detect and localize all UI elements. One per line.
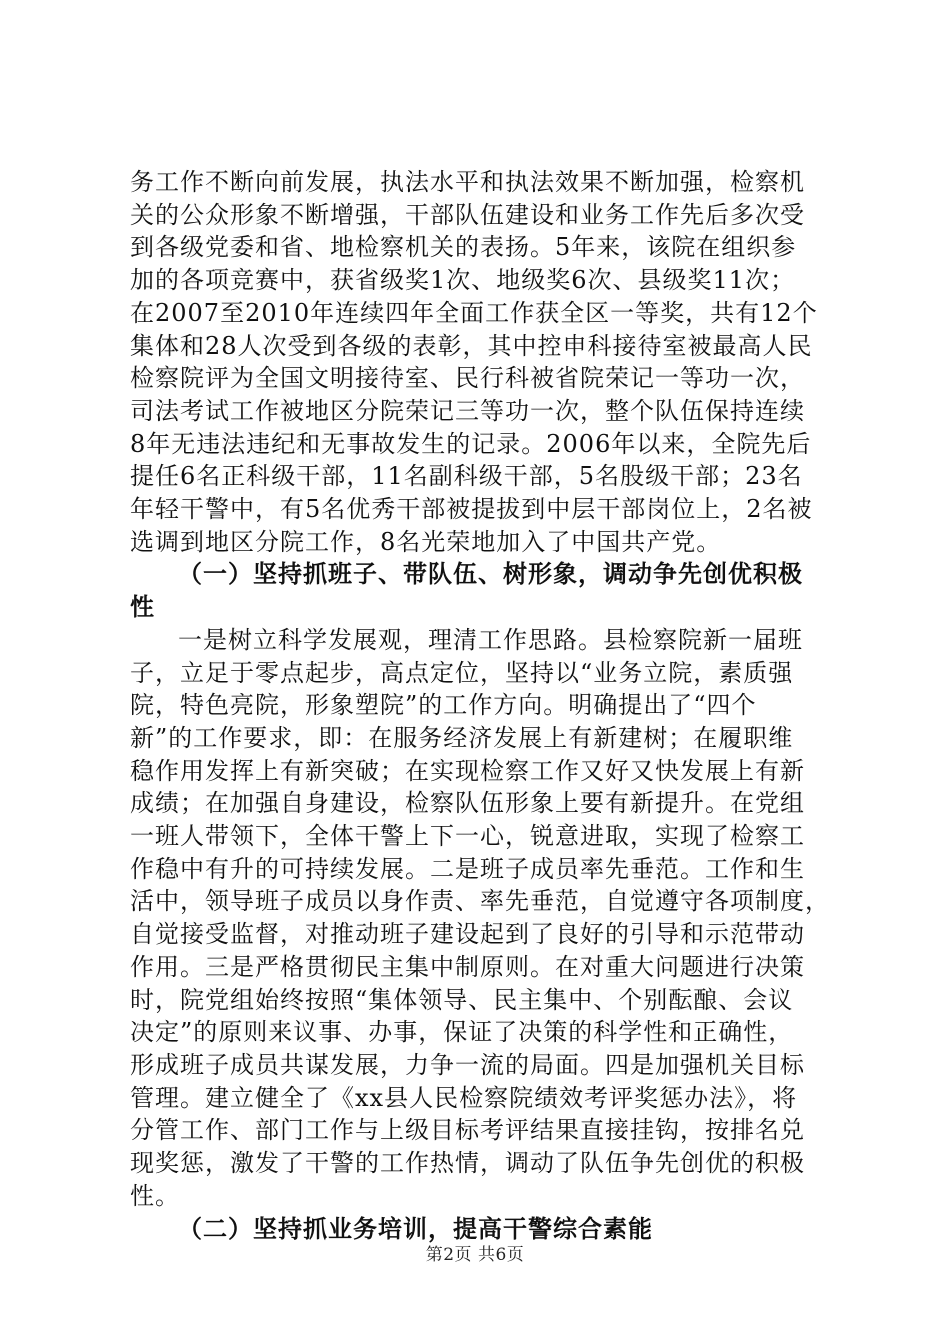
- heading-line: （一）坚持抓班子、带队伍、树形象，调动争先创优积极: [178, 560, 803, 589]
- text-line: 决定”的原则来议事、办事，保证了决策的科学性和正确性，: [130, 1018, 794, 1047]
- text-line: 现奖惩，激发了干警的工作热情，调动了队伍争先创优的积极: [130, 1149, 805, 1178]
- heading-line: （二）坚持抓业务培训，提高干警综合素能: [178, 1214, 653, 1243]
- heading-line: 性: [130, 593, 155, 622]
- text-line: 一是树立科学发展观，理清工作思路。县检察院新一届班: [178, 625, 803, 654]
- text-line: 稳作用发挥上有新突破；在实现检察工作又好又快发展上有新: [130, 756, 805, 785]
- text-line: 一班人带领下，全体干警上下一心，锐意进取，实现了检察工: [130, 822, 805, 851]
- text-line: 时，院党组始终按照“集体领导、民主集中、个别酝酿、会议: [130, 985, 794, 1014]
- text-line: 到各级党委和省、地检察机关的表扬。5年来，该院在组织参: [130, 233, 797, 262]
- text-line: 关的公众形象不断增强，干部队伍建设和业务工作先后多次受: [130, 200, 805, 229]
- text-line: 活中，领导班子成员以身作责、率先垂范，自觉遵守各项制度，: [130, 887, 830, 916]
- text-line: 自觉接受监督，对推动班子建设起到了良好的引导和示范带动: [130, 920, 805, 949]
- text-line: 在2007至2010年连续四年全面工作获全区一等奖，共有12个: [130, 298, 818, 327]
- text-line: 管理。建立健全了《xx县人民检察院绩效考评奖惩办法》，将: [130, 1083, 798, 1112]
- paragraph-leadership: [130, 624, 830, 1213]
- text-line: 作稳中有升的可持续发展。二是班子成员率先垂范。工作和生: [130, 854, 805, 883]
- page-footer: [0, 1240, 950, 1265]
- text-line: 分管工作、部门工作与上级目标考评结果直接挂钩，按排名兑: [130, 1116, 805, 1145]
- text-line: 加的各项竞赛中，获省级奖1次、地级奖6次、县级奖11次；: [130, 266, 796, 295]
- text-line: 8年无违法违纪和无事故发生的记录。2006年以来，全院先后: [130, 429, 812, 458]
- section-heading-1: [130, 558, 830, 623]
- text-line: 集体和28人次受到各级的表彰，其中控申科接待室被最高人民: [130, 331, 813, 360]
- text-line: 检察院评为全国文明接待室、民行科被省院荣记一等功一次，: [130, 364, 805, 393]
- text-line: 司法考试工作被地区分院荣记三等功一次，整个队伍保持连续: [130, 396, 805, 425]
- text-line: 形成班子成员共谋发展，力争一流的局面。四是加强机关目标: [130, 1050, 805, 1079]
- document-body: [130, 166, 830, 1245]
- text-line: 成绩；在加强自身建设，检察队伍形象上要有新提升。在党组: [130, 789, 805, 818]
- text-line: 提任6名正科级干部，11名副科级干部，5名股级干部；23名: [130, 462, 803, 491]
- page-number: 第2页 共6页: [425, 1245, 525, 1265]
- text-line: 子，立足于零点起步，高点定位，坚持以“业务立院，素质强: [130, 658, 794, 687]
- text-line: 院，特色亮院，形象塑院”的工作方向。明确提出了“四个: [130, 691, 757, 720]
- text-line: 务工作不断向前发展，执法水平和执法效果不断加强，检察机: [130, 168, 805, 196]
- text-line: 年轻干警中，有5名优秀干部被提拔到中层干部岗位上，2名被: [130, 495, 813, 524]
- text-line: 性。: [130, 1181, 180, 1210]
- text-line: 新”的工作要求，即：在服务经济发展上有新建树；在履职维: [130, 723, 794, 752]
- text-line: 作用。三是严格贯彻民主集中制原则。在对重大问题进行决策: [130, 952, 805, 981]
- paragraph-awards-summary: [130, 166, 830, 558]
- text-line: 选调到地区分院工作，8名光荣地加入了中国共产党。: [130, 527, 722, 556]
